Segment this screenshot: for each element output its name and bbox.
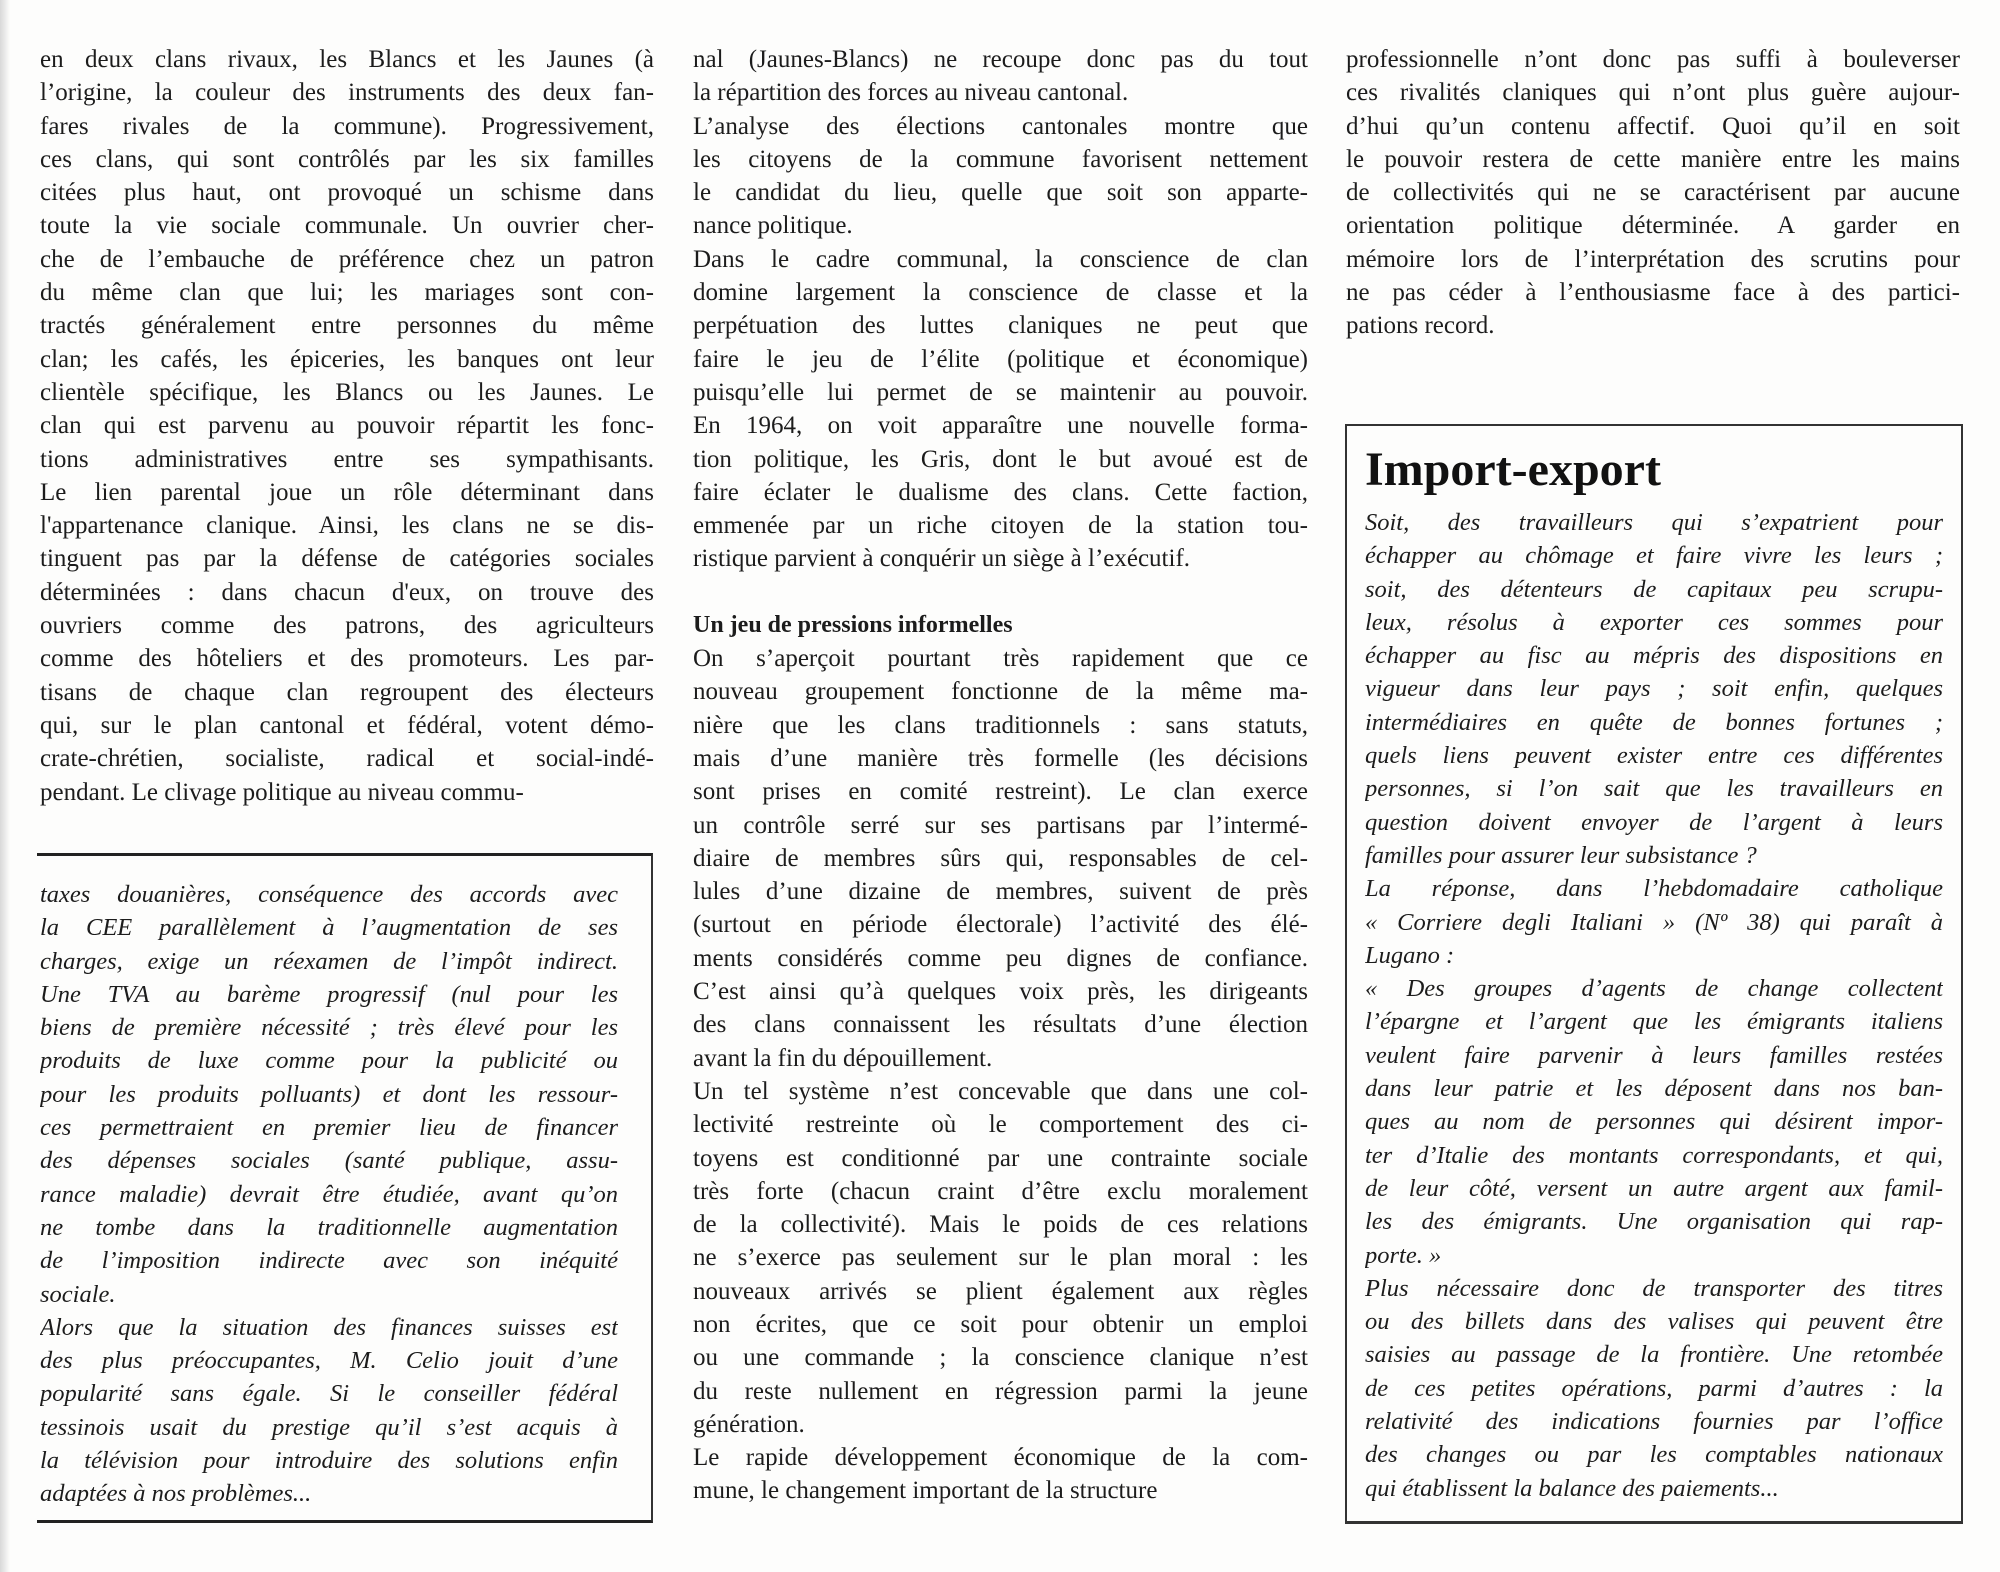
text-line: les des émigrants. Une organisation qui rap- xyxy=(1365,1208,1943,1236)
text-line: la répartition des forces au niveau cantonal. xyxy=(693,79,1129,107)
text-line: ques au nom de personnes qui désirent impor- xyxy=(1365,1108,1943,1136)
text-line: porte. » xyxy=(1365,1241,1442,1269)
text-line: biens de première nécessité ; très élevé pour les xyxy=(40,1014,618,1042)
text-line: « Des groupes d’agents de change collectent xyxy=(1365,975,1943,1003)
text-line: en deux clans rivaux, les Blancs et les Jaunes (à xyxy=(40,46,654,73)
text-line: familles pour assurer leur subsistance ? xyxy=(1365,841,1757,869)
text-line: des clans connaissent les résultats d’une élection xyxy=(693,1011,1308,1039)
text-line: vigueur dans leur pays ; soit enfin, quelques xyxy=(1365,675,1943,703)
text-line: échapper au fisc au mépris des dispositions en xyxy=(1365,642,1943,670)
text-line: Dans le cadre communal, la conscience de clan xyxy=(693,245,1308,273)
text-line: pations record. xyxy=(1346,312,1495,340)
text-line: nance politique. xyxy=(693,212,853,240)
text-line: adaptées à nos problèmes... xyxy=(40,1480,312,1508)
text-line: intermédiaires en quête de bonnes fortunes ; xyxy=(1365,708,1943,736)
text-line: génération. xyxy=(693,1410,805,1438)
text-line: pendant. Le clivage politique au niveau commu- xyxy=(40,778,524,806)
text-line: échapper au chômage et faire vivre les leurs ; xyxy=(1365,542,1943,570)
text-line: emmenée par un riche citoyen de la station tou- xyxy=(693,512,1308,540)
text-line: clan; les cafés, les épiceries, les banques ont leur xyxy=(40,345,654,373)
text-line: l'appartenance clanique. Ainsi, les clans ne se dis- xyxy=(40,512,654,540)
text-line: ou des billets dans des valises qui peuvent être xyxy=(1365,1308,1943,1336)
text-line: ou une commande ; la conscience clanique n’est xyxy=(693,1344,1308,1372)
text-line: qui, sur le plan cantonal et fédéral, votent démo- xyxy=(40,711,654,739)
text-line: saisies au passage de la frontière. Une retombée xyxy=(1365,1341,1943,1369)
text-line: charges, exige un réexamen de l’impôt indirect. xyxy=(40,947,618,975)
sidebar-box-import-export xyxy=(1345,424,1963,1524)
text-line: lules d’une dizaine de membres, suivent de près xyxy=(693,878,1308,906)
text-line: fares rivales de la commune). Progressivement, xyxy=(40,112,654,140)
column-2 xyxy=(693,43,1308,1508)
text-line: crate-chrétien, socialiste, radical et social-indé- xyxy=(40,745,654,773)
column-1 xyxy=(40,43,654,809)
text-line: question doivent envoyer de l’argent à leurs xyxy=(1365,808,1943,836)
text-line: ristique parvient à conquérir un siège à l’exécutif. xyxy=(693,545,1191,573)
text-line: comme des hôteliers et des promoteurs. Les par- xyxy=(40,645,654,673)
text-line: des plus préoccupantes, M. Celio jouit d’une xyxy=(40,1347,618,1375)
text-line: citées plus haut, ont provoqué un schisme dans xyxy=(40,179,654,207)
text-line: quels liens peuvent exister entre ces différentes xyxy=(1365,742,1943,770)
text-line: ces clans, qui sont contrôlés par les six familles xyxy=(40,145,654,173)
text-line: Alors que la situation des finances suisses est xyxy=(40,1313,618,1341)
text-line: nière que les clans traditionnels : sans statuts, xyxy=(693,711,1308,739)
text-line: Le lien parental joue un rôle déterminant dans xyxy=(40,478,654,506)
text-line: tinguent pas par la défense de catégories sociales xyxy=(40,545,654,573)
text-line: dans leur patrie et les déposent dans nos ban- xyxy=(1365,1075,1943,1103)
text-line: ne s’exerce pas seulement sur le plan moral : les xyxy=(693,1244,1308,1272)
text-line: tions administratives entre ses sympathisants. xyxy=(40,445,654,473)
text-line: Soit, des travailleurs qui s’expatrient pour xyxy=(1365,509,1943,536)
text-line: très forte (chacun craint d’être exclu moralement xyxy=(693,1177,1308,1205)
text-line: l’origine, la couleur des instruments des deux fan- xyxy=(40,79,654,107)
text-line: ne tombe dans la traditionnelle augmentation xyxy=(40,1213,618,1241)
text-line: nouveaux arrivés se plient également aux règles xyxy=(693,1277,1308,1305)
text-line: faire éclater le dualisme des clans. Cette faction, xyxy=(693,478,1308,506)
text-line: des dépenses sociales (santé publique, assu- xyxy=(40,1147,618,1175)
sidebar-box-tax-text xyxy=(40,878,618,1511)
text-line: Le rapide développement économique de la com- xyxy=(693,1444,1308,1472)
text-line: faire le jeu de l’élite (politique et économique) xyxy=(693,345,1308,373)
text-line: clientèle spécifique, les Blancs ou les Jaunes. Le xyxy=(40,378,654,406)
text-line: non écrites, que ce soit pour obtenir un emploi xyxy=(693,1310,1308,1338)
text-line: toyens est conditionné par une contrainte sociale xyxy=(693,1144,1308,1172)
text-line: le candidat du lieu, quelle que soit son apparte- xyxy=(693,179,1308,207)
text-line: toute la vie sociale communale. Un ouvrier cher- xyxy=(40,212,654,240)
text-line: l’épargne et l’argent que les émigrants italiens xyxy=(1365,1008,1943,1036)
text-line: tractés généralement entre personnes du même xyxy=(40,312,654,340)
text-line: perpétuation des luttes claniques ne peut que xyxy=(693,312,1308,340)
text-line: professionnelle n’ont donc pas suffi à bouleverser xyxy=(1346,46,1960,73)
text-line: sont prises en comité restreint). Le clan exerce xyxy=(693,778,1308,806)
text-line: Une TVA au barème progressif (nul pour les xyxy=(40,980,618,1008)
text-line: ne pas céder à l’enthousiasme face à des partici- xyxy=(1346,279,1960,307)
text-line: de la collectivité). Mais le poids de ces relations xyxy=(693,1211,1308,1239)
text-line: de leur côté, versent un autre argent aux famil- xyxy=(1365,1174,1943,1202)
sidebar-box-import-export-text xyxy=(1365,506,1943,1505)
text-line: tion politique, les Gris, dont le but avoué est de xyxy=(693,445,1308,473)
text-line: mune, le changement important de la structure xyxy=(693,1477,1158,1505)
text-line: un contrôle serré sur ses partisans par l’intermé- xyxy=(693,811,1308,839)
text-line: déterminées : dans chacun d'eux, on trouve des xyxy=(40,578,654,606)
column-3 xyxy=(1346,43,1960,343)
text-line: « Corriere degli Italiani » (Nº 38) qui paraît à xyxy=(1365,908,1943,936)
text-line: mémoire lors de l’interprétation des scrutins pour xyxy=(1346,245,1960,273)
column-2-part-b xyxy=(693,642,1308,1508)
box-title: Import-export xyxy=(1365,443,1661,496)
text-line: clan qui est parvenu au pouvoir répartit les fonc- xyxy=(40,412,654,440)
text-line: ces permettraient en premier lieu de financer xyxy=(40,1114,618,1142)
scan-edge-shadow xyxy=(0,0,10,1572)
text-line: orientation politique déterminée. A garder en xyxy=(1346,212,1960,240)
text-line: des changes ou par les comptables nationaux xyxy=(1365,1441,1943,1469)
text-line: de ces petites opérations, parmi d’autres : la xyxy=(1365,1374,1943,1402)
text-line: avant la fin du dépouillement. xyxy=(693,1044,993,1072)
text-line: nal (Jaunes-Blancs) ne recoupe donc pas du tout xyxy=(693,46,1308,73)
text-line: Lugano : xyxy=(1365,941,1455,969)
text-line: le pouvoir restera de cette manière entre les mains xyxy=(1346,145,1960,173)
text-line: de l’imposition indirecte avec son inéquité xyxy=(40,1247,618,1275)
text-line: popularité sans égale. Si le conseiller fédéral xyxy=(40,1380,618,1408)
text-line: du même clan que lui; les mariages sont con- xyxy=(40,279,654,307)
text-line: la télévision pour introduire des solutions enfin xyxy=(40,1447,618,1475)
text-line: les citoyens de la commune favorisent nettement xyxy=(693,145,1308,173)
text-line: mais d’une manière très formelle (les décisions xyxy=(693,744,1308,772)
text-line: On s’aperçoit pourtant très rapidement que ce xyxy=(693,645,1308,673)
text-line: du reste nullement en régression parmi la jeune xyxy=(693,1377,1308,1405)
text-line: L’analyse des élections cantonales montre que xyxy=(693,112,1308,140)
text-line: C’est ainsi qu’à quelques voix près, les dirigeants xyxy=(693,978,1308,1006)
sidebar-box-tax xyxy=(37,853,653,1523)
text-line: lectivité restreinte où le comportement des ci- xyxy=(693,1111,1308,1139)
text-line: veulent faire parvenir à leurs familles restées xyxy=(1365,1041,1943,1069)
text-line: diaire de membres sûrs qui, responsables de cel- xyxy=(693,844,1308,872)
text-line: relativité des indications fournies par l’office xyxy=(1365,1408,1943,1436)
text-line: pour les produits polluants) et dont les ressour- xyxy=(40,1080,618,1108)
text-line: de collectivités qui ne se caractérisent par aucune xyxy=(1346,179,1960,207)
text-line: La réponse, dans l’hebdomadaire catholique xyxy=(1365,875,1943,903)
text-line: che de l’embauche de préférence chez un patron xyxy=(40,245,654,273)
text-line: tisans de chaque clan regroupent des électeurs xyxy=(40,678,654,706)
text-line: d’hui qu’un contenu affectif. Quoi qu’il en soit xyxy=(1346,112,1960,140)
text-line: domine largement la conscience de classe et la xyxy=(693,279,1308,307)
text-line: (surtout en période électorale) l’activité des élé- xyxy=(693,911,1308,939)
spacer xyxy=(693,576,1308,609)
text-line: produits de luxe comme pour la publicité ou xyxy=(40,1047,618,1075)
text-line: Un tel système n’est concevable que dans une col- xyxy=(693,1077,1308,1105)
text-line: sociale. xyxy=(40,1280,116,1308)
column-2-part-a xyxy=(693,43,1308,576)
text-line: soit, des détenteurs de capitaux peu scrupu- xyxy=(1365,575,1943,603)
text-line: ter d’Italie des montants correspondants, et qui, xyxy=(1365,1141,1943,1169)
text-line: puisqu’elle lui permet de se maintenir au pouvoir. xyxy=(693,378,1308,406)
subheading: Un jeu de pressions informelles xyxy=(693,611,1013,638)
text-line: tessinois usait du prestige qu’il s’est acquis à xyxy=(40,1413,618,1441)
text-line: En 1964, on voit apparaître une nouvelle forma- xyxy=(693,412,1308,440)
text-line: rance maladie) devrait être étudiée, avant qu’on xyxy=(40,1180,618,1208)
text-line: ces rivalités claniques qui n’ont plus guère aujour- xyxy=(1346,79,1960,107)
text-line: Plus nécessaire donc de transporter des titres xyxy=(1365,1274,1943,1302)
text-line: ments considérés comme peu dignes de confiance. xyxy=(693,944,1308,972)
text-line: taxes douanières, conséquence des accords avec xyxy=(40,881,618,908)
text-line: ouvriers comme des patrons, des agriculteurs xyxy=(40,612,654,640)
text-line: personnes, si l’on sait que les travailleurs en xyxy=(1365,775,1943,803)
text-line: la CEE parallèlement à l’augmentation de ses xyxy=(40,914,618,942)
text-line: nouveau groupement fonctionne de la même ma- xyxy=(693,678,1308,706)
text-line: leux, résolus à exporter ces sommes pour xyxy=(1365,608,1943,636)
text-line: qui établissent la balance des paiements... xyxy=(1365,1474,1779,1502)
